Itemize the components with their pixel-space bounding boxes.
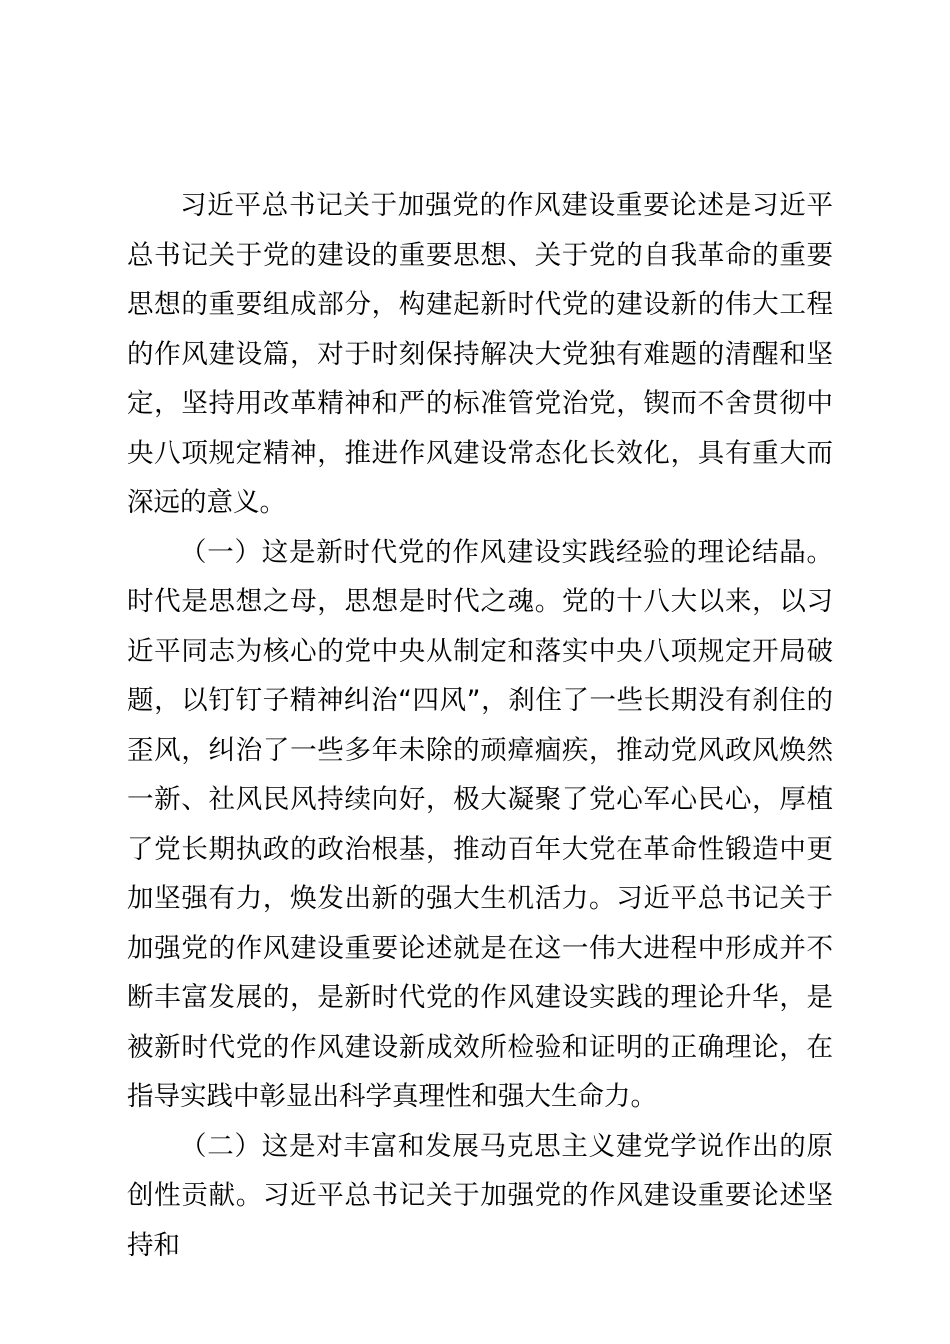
paragraph-section-one: （一）这是新时代党的作风建设实践经验的理论结晶。时代是思想之母，思想是时代之魂。党的十八大以来，以习近平同志为核心的党中央从制定和落实中央八项规定开局破题，以钉钉子精神纠治“四风”，刹住了一些长期没有刹住的歪风，纠治了一些多年未除的顽瘴痼疾，推动党风政风焕然一新、社风民风持续向好，极大凝聚了党心军心民心，厚植了党长期执政的政治根基，推动百年大党在革命性锻造中更加坚强有力，焕发出新的强大生机活力。习近平总书记关于加强党的作风建设重要论述就是在这一伟大进程中形成并不断丰富发展的，是新时代党的作风建设实践的理论升华，是被新时代党的作风建设新成效所检验和证明的正确理论，在指导实践中彰显出科学真理性和强大生命力。	[127, 536, 833, 1112]
paragraph-section-two: （二）这是对丰富和发展马克思主义建党学说作出的原创性贡献。习近平总书记关于加强党的作风建设重要论述坚持和	[127, 1130, 833, 1261]
document-page	[127, 181, 833, 1270]
paragraph-intro: 习近平总书记关于加强党的作风建设重要论述是习近平总书记关于党的建设的重要思想、关于党的自我革命的重要思想的重要组成部分，构建起新时代党的建设新的伟大工程的作风建设篇，对于时刻保持解决大党独有难题的清醒和坚定，坚持用改革精神和严的标准管党治党，锲而不舍贯彻中央八项规定精神，推进作风建设常态化长效化，具有重大而深远的意义。	[127, 190, 833, 518]
